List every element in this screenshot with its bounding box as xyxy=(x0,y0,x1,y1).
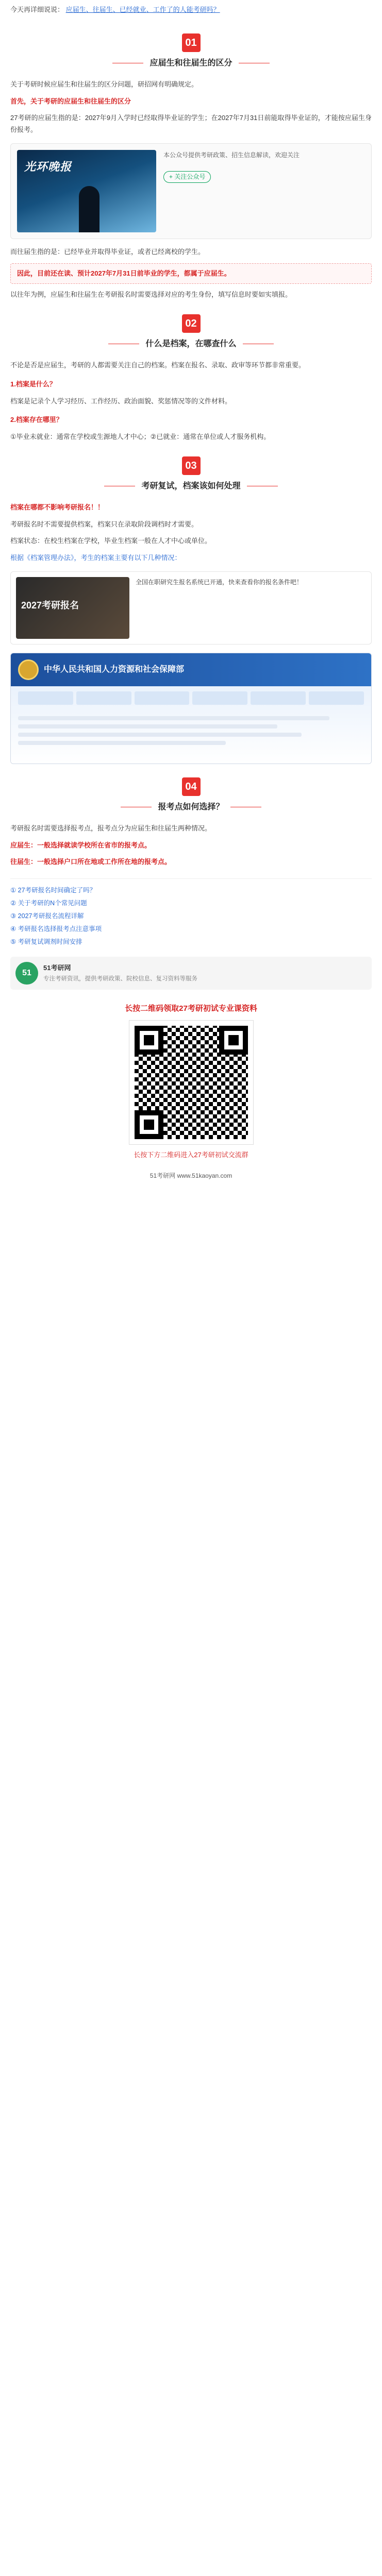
account-profile[interactable] xyxy=(10,957,372,990)
related-link-4[interactable]: ④ 考研报名选择报考点注意事项 xyxy=(10,925,102,933)
section-4-title: 报考点如何选择？ xyxy=(10,800,372,815)
section-1-number: 01 xyxy=(182,33,201,52)
section-4-number: 04 xyxy=(182,777,201,796)
avatar: 51 xyxy=(15,962,38,985)
intro-link[interactable]: 应届生、往届生、已经就业、工作了的人能考研吗？ xyxy=(65,6,220,13)
section-2-header xyxy=(10,314,372,351)
cert-label: 2027考研报名 xyxy=(21,600,79,611)
section-2-para: 不论是否是应届生，考研的人都需要关注自己的档案。档案在报名、录取、政审等环节都非常重要。 xyxy=(10,361,306,369)
section-3-sub: 根据《档案管理办法》，考生的档案主要有以下几种情况： xyxy=(10,554,181,562)
section-3-lead: 档案在哪都不影响考研报名！！ xyxy=(10,503,105,511)
card-desc: 本公众号提供考研政策、招生信息解读，欢迎关注 xyxy=(163,151,300,159)
section-2-q2: 2.档案存在哪里？ xyxy=(10,416,63,424)
account-card[interactable] xyxy=(10,143,372,239)
follow-button[interactable]: + 关注公众号 xyxy=(163,171,211,183)
related-link-1[interactable]: ① 27考研报名时间确定了吗？ xyxy=(10,887,96,894)
gov-tabs xyxy=(11,686,371,710)
section-4-para: 考研报名时需要选择报考点，报考点分为应届生和往届生两种情况。 xyxy=(10,824,212,832)
qr-title: 长按二维码领取27考研初试专业课资料 xyxy=(125,1004,257,1013)
cert-text: 全国在职研究生报名系统已开通，快来查看你的报名条件吧！ xyxy=(136,578,303,586)
section-4-rule-1: 应届生：一般选择就读学校所在省市的报考点。 xyxy=(10,841,152,849)
account-card-image xyxy=(17,150,156,232)
section-3-para: 考研报名时不需要提供档案，档案只在录取阶段调档时才需要。 xyxy=(10,520,198,528)
related-links xyxy=(10,878,372,948)
section-4-rule-2: 往届生：一般选择户口所在地或工作所在地的报考点。 xyxy=(10,858,172,866)
gov-website-screenshot xyxy=(10,653,372,764)
section-1-title: 应届生和往届生的区分 xyxy=(10,56,372,71)
profile-info xyxy=(43,962,197,985)
related-link-5[interactable]: ⑤ 考研复试调剂时间安排 xyxy=(10,938,82,945)
account-card-body xyxy=(156,150,365,232)
cert-image xyxy=(16,577,129,639)
section-1-question: 首先，关于考研的应届生和往届生的区分 xyxy=(10,97,131,105)
gov-header xyxy=(11,653,371,686)
bottom-note: 51考研网 www.51kaoyan.com xyxy=(150,1172,232,1179)
section-2-title: 什么是档案，在哪查什么 xyxy=(10,337,372,351)
qr-finder-icon xyxy=(219,1026,248,1055)
section-1-para-3: 以往年为例，应届生和往届生在考研报名时需要选择对应的考生身份，填写信息时要如实填报。 xyxy=(10,291,292,299)
section-1-para: 关于考研时候应届生和往届生的区分问题，研招网有明确规定。 xyxy=(10,80,198,88)
card-brand: 光环晚报 xyxy=(24,160,72,173)
qr-code[interactable] xyxy=(129,1021,253,1144)
section-3-title: 考研复试，档案该如何处理 xyxy=(10,479,372,494)
person-silhouette xyxy=(79,186,99,232)
section-3-header xyxy=(10,456,372,494)
article xyxy=(0,0,382,1197)
section-2-a1: 档案是记录个人学习经历、工作经历、政治面貌、奖惩情况等的文件材料。 xyxy=(10,397,232,405)
qr-finder-icon xyxy=(135,1026,163,1055)
section-1-header xyxy=(10,33,372,71)
section-2-q1: 1.档案是什么？ xyxy=(10,380,56,388)
related-link-3[interactable]: ③ 2027考研报名流程详解 xyxy=(10,912,84,920)
section-3-number: 03 xyxy=(182,456,201,475)
section-2-number: 02 xyxy=(182,314,201,333)
gov-lines xyxy=(11,710,371,751)
intro-text: 今天再详细说说： xyxy=(10,6,64,13)
section-1-answer: 27考研的应届生指的是：2027年9月入学时已经取得毕业证的学生；在2027年7月31日前能取得毕业证的，才能按应届生身份报考。 xyxy=(10,114,372,133)
gov-body xyxy=(11,686,371,764)
qr-caption: 长按下方二维码进入27考研初试交流群 xyxy=(134,1151,248,1159)
related-link-2[interactable]: ② 关于考研的N个常见问题 xyxy=(10,900,87,907)
section-4-header xyxy=(10,777,372,815)
qr-finder-icon xyxy=(135,1110,163,1139)
section-2-a2: ①毕业未就业：通常在学校或生源地人才中心；②已就业：通常在单位或人才服务机构。 xyxy=(10,433,271,440)
profile-name: 51考研网 xyxy=(43,963,71,972)
intro xyxy=(10,0,372,20)
cert-card[interactable] xyxy=(10,571,372,645)
gov-name: 中华人民共和国人力资源和社会保障部 xyxy=(44,665,185,674)
national-emblem-icon xyxy=(18,659,39,680)
section-1-highlight: 因此，目前还在读、预计2027年7月31日前毕业的学生，都属于应届生。 xyxy=(10,263,372,284)
section-3-para-2: 档案状态：在校生档案在学校，毕业生档案一般在人才中心或单位。 xyxy=(10,537,212,545)
section-1-para-2: 而往届生指的是：已经毕业并取得毕业证，或者已经离校的学生。 xyxy=(10,247,205,256)
profile-desc: 专注考研资讯，提供考研政策、院校信息、复习资料等服务 xyxy=(43,976,197,982)
